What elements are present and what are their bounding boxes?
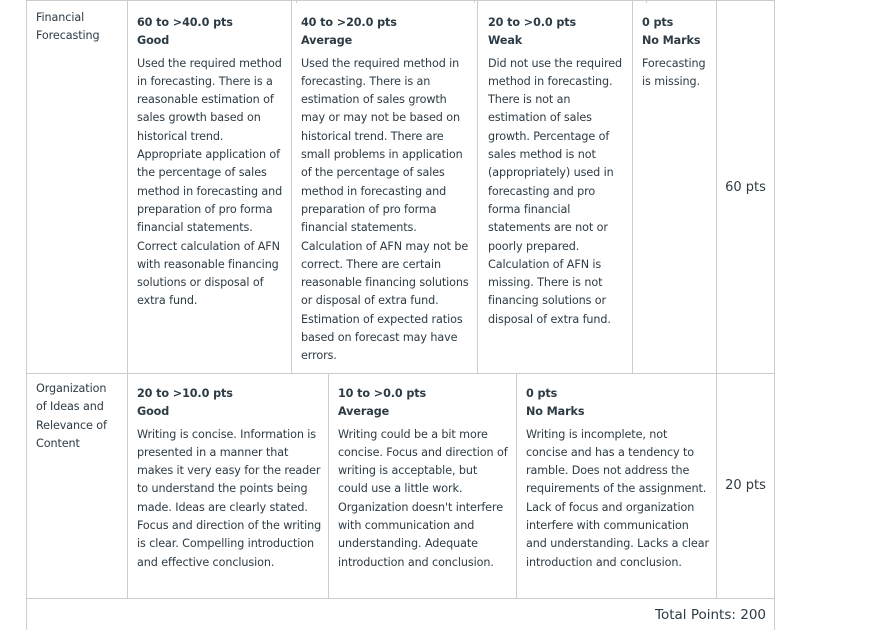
rating-cell [137,385,323,572]
rating-points: 60 to >40.0 pts [137,16,233,29]
rating-points: 40 to >20.0 pts [301,16,397,29]
rating-description: Used the required method in forecasting. There is a reasonable estimation of sales growth based on historical trend. Appropriate application of the percentage of sales method in forecasting and preparation of pro forma financial statements. Correct calculation of AFN with reasonable financing solutions or disposal of extra fund. [137,56,283,308]
criterion-name: Financial Forecasting [36,11,100,43]
points-column-divider [716,0,717,598]
rating-cell [526,385,710,572]
rating-divider [474,0,475,3]
table-left-border [26,0,27,630]
rating-points: 10 to >0.0 pts [338,387,427,400]
rating-cell [642,14,712,91]
table-top-border [27,0,775,1]
rating-description: Writing is concise. Information is presented in a manner that makes it very easy for the reader to understand the points being made. Ideas are clearly stated. Focus and direction of the writing is clear. Compelling introduction and effective conclusion. [137,427,322,569]
rating-divider [291,0,292,373]
rating-description: Used the required method in forecasting. There is an estimation of sales growth may or may not be based on historical trend. There are small problems in application of the percentage of sales method in forecasting and preparation of pro forma financial statements. Calculation of AFN may not be correct. There are certain reasonable financing solutions or disposal of extra fund. Estimation of expected ratios based on forecast may have errors. [301,56,469,363]
rating-cell [338,385,510,572]
rating-description: Did not use the required method in forecasting. There is not an estimation of sales growth. Percentage of sales method is not (appropriately) used in forecasting and pro forma financial statements are not or poorly prepared. Calculation of AFN is missing. There is not financing solutions or disposal of extra fund. [488,56,623,326]
rating-divider [516,373,517,598]
rating-divider [328,373,329,598]
rating-divider [296,0,297,3]
rating-title: No Marks [642,34,701,48]
rating-divider [646,0,647,3]
rating-title: Average [338,405,390,419]
criterion-column-divider [127,0,128,598]
rating-title: Weak [488,34,523,48]
rating-divider [477,0,478,373]
rating-points: 0 pts [642,16,674,29]
row-divider [27,373,775,374]
rating-title: No Marks [526,405,585,419]
criterion-points: 60 pts [725,180,766,195]
total-points: Total Points: 200 [655,607,766,623]
criterion-name: Organization of Ideas and Relevance of Content [36,382,107,450]
table-right-border [774,0,775,630]
rating-title: Good [137,34,170,48]
rating-description: Writing could be a bit more concise. Focus and direction of writing is acceptable, but could use a little work. Organization doesn't interfere with communication and understanding. Adequate introduction and conclusion. [338,427,508,569]
rating-cell [301,14,471,366]
row-divider [27,598,775,599]
rating-divider [632,0,633,373]
rating-cell [488,14,626,329]
rating-description: Forecasting is missing. [642,56,706,88]
rating-title: Good [137,405,170,419]
rating-points: 20 to >0.0 pts [488,16,577,29]
rating-title: Average [301,34,353,48]
rating-points: 20 to >10.0 pts [137,387,233,400]
rating-points: 0 pts [526,387,558,400]
rating-cell [137,14,283,311]
criterion-points: 20 pts [725,478,766,493]
rating-description: Writing is incomplete, not concise and has a tendency to ramble. Does not address the requirements of the assignment. Lack of focus and organization interfere with communication and understanding. Lacks a clear introduction and conclusion. [526,427,709,569]
